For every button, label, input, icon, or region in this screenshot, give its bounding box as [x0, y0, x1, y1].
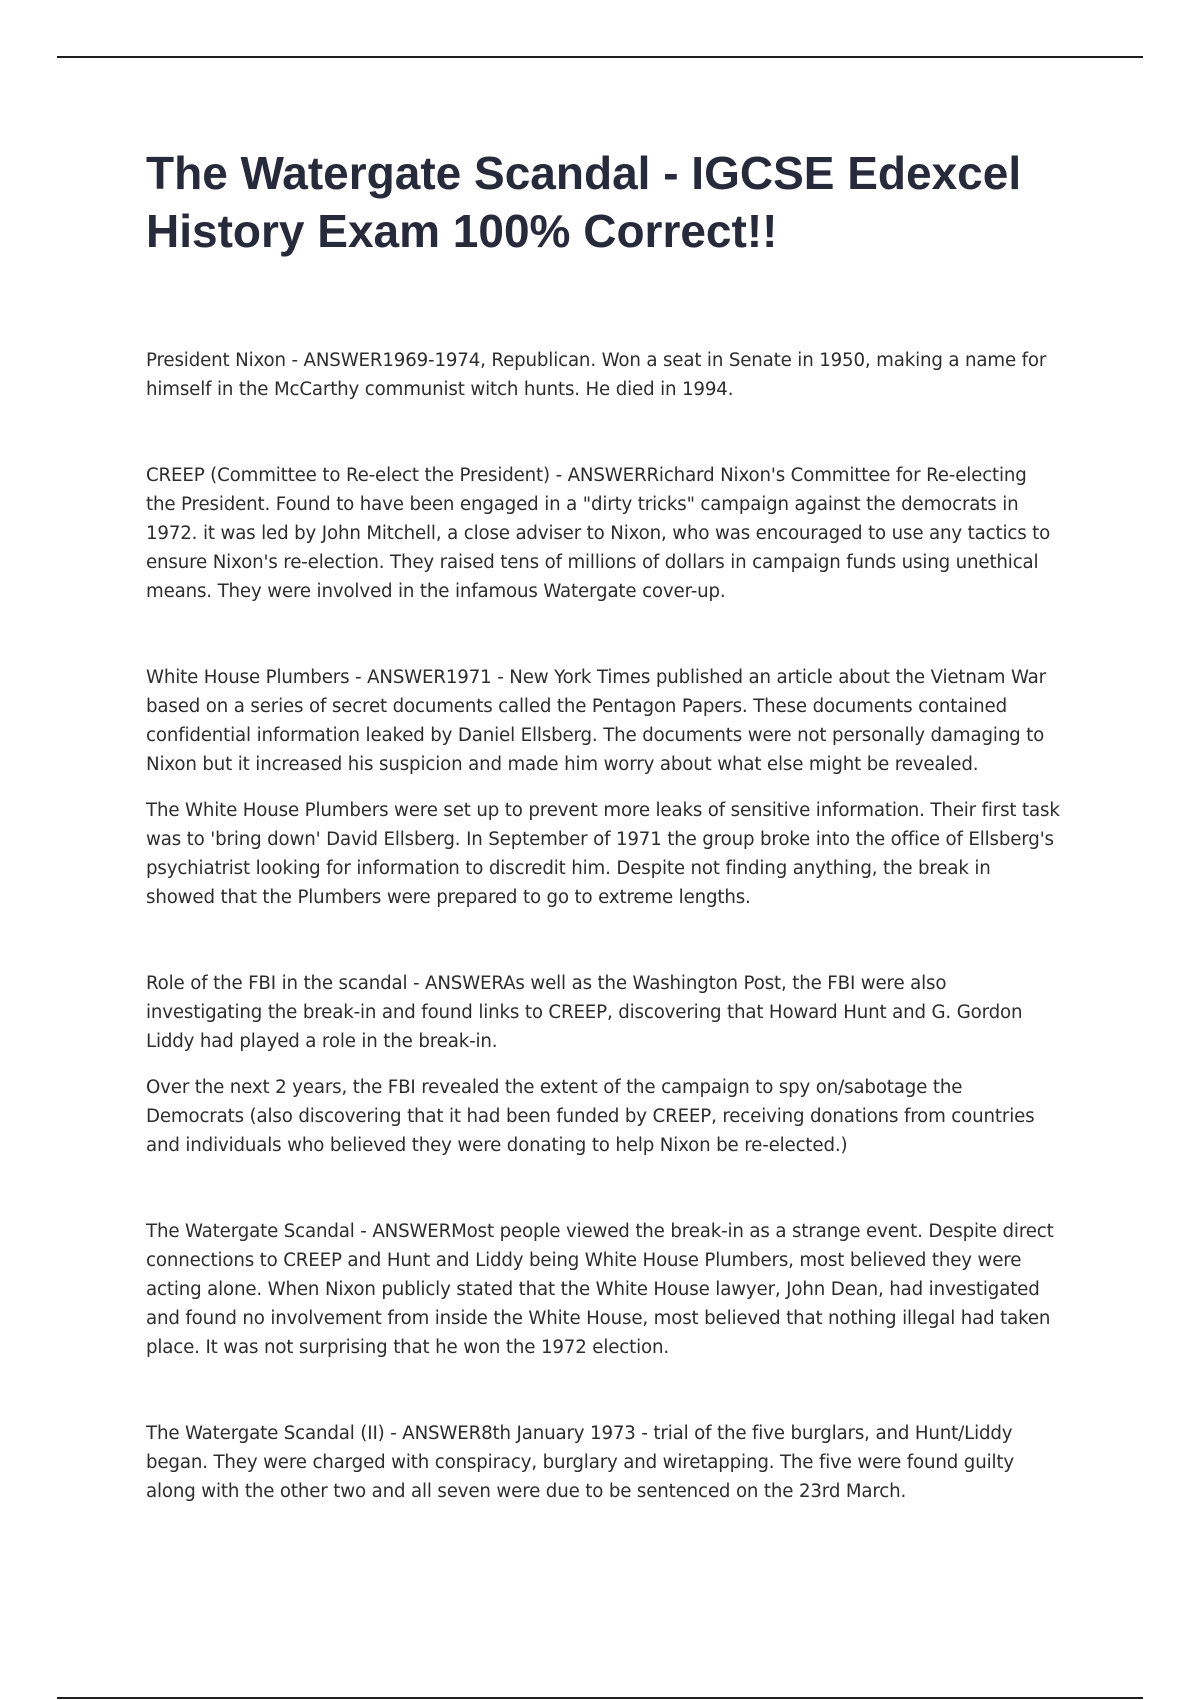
top-divider: [57, 56, 1143, 58]
qa-entry-president-nixon: [146, 346, 1061, 404]
qa-entry-role-of-fbi: [146, 969, 1061, 1160]
entry-paragraph: CREEP (Committee to Re-elect the President) - ANSWERRichard Nixon's Committee for Re-electing the President. Found to have been engaged in a "dirty tricks" campaign against the democrats in 1972. it was led by John Mitchell, a close adviser to Nixon, who was encouraged to use any tactics to ensure Nixon's re-election. They raised tens of millions of dollars in campaign funds using unethical means. They were involved in the infamous Watergate cover-up.: [146, 465, 1051, 602]
entry-paragraph: White House Plumbers - ANSWER1971 - New York Times published an article about the Vietnam War based on a series of secret documents called the Pentagon Papers. These documents contained confidential information leaked by Daniel Ellsberg. The documents were not personally damaging to Nixon but it increased his suspicion and made him worry about what else might be revealed.: [146, 667, 1046, 775]
document-body: [146, 346, 1061, 1563]
bottom-divider: [57, 1697, 1143, 1699]
page-title: The Watergate Scandal - IGCSE Edexcel History Exam 100% Correct!!: [146, 147, 1022, 257]
qa-entry-watergate-scandal: [146, 1217, 1061, 1362]
entry-paragraph: Over the next 2 years, the FBI revealed the extent of the campaign to spy on/sabotage the Democrats (also discovering that it had been funded by CREEP, receiving donations from countries and individuals who believed they were donating to help Nixon be re-elected.): [146, 1077, 1035, 1156]
qa-entry-watergate-scandal-ii: [146, 1419, 1061, 1506]
entry-paragraph: The White House Plumbers were set up to prevent more leaks of sensitive information. Their first task was to 'bring down' David Ellsberg. In September of 1971 the group broke into the office of Ellsberg's psychiatrist looking for information to discredit him. Despite not finding anything, the break in showed that the Plumbers were prepared to go to extreme lengths.: [146, 800, 1060, 908]
entry-paragraph: Role of the FBI in the scandal - ANSWERAs well as the Washington Post, the FBI were also investigating the break-in and found links to CREEP, discovering that Howard Hunt and G. Gordon Liddy had played a role in the break-in.: [146, 973, 1023, 1052]
entry-paragraph: The Watergate Scandal - ANSWERMost people viewed the break-in as a strange event. Despite direct connections to CREEP and Hunt and Liddy being White House Plumbers, most believed they were acting alone. When Nixon publicly stated that the White House lawyer, John Dean, had investigated and found no involvement from inside the White House, most believed that nothing illegal had taken place. It was not surprising that he won the 1972 election.: [146, 1221, 1054, 1358]
entry-paragraph: The Watergate Scandal (II) - ANSWER8th January 1973 - trial of the five burglars, and Hunt/Liddy began. They were charged with conspiracy, burglary and wiretapping. The five were found guilty along with the other two and all seven were due to be sentenced on the 23rd March.: [146, 1423, 1014, 1502]
entry-paragraph: President Nixon - ANSWER1969-1974, Republican. Won a seat in Senate in 1950, making a name for himself in the McCarthy communist witch hunts. He died in 1994.: [146, 350, 1047, 400]
qa-entry-creep: [146, 461, 1061, 606]
qa-entry-white-house-plumbers: [146, 663, 1061, 912]
